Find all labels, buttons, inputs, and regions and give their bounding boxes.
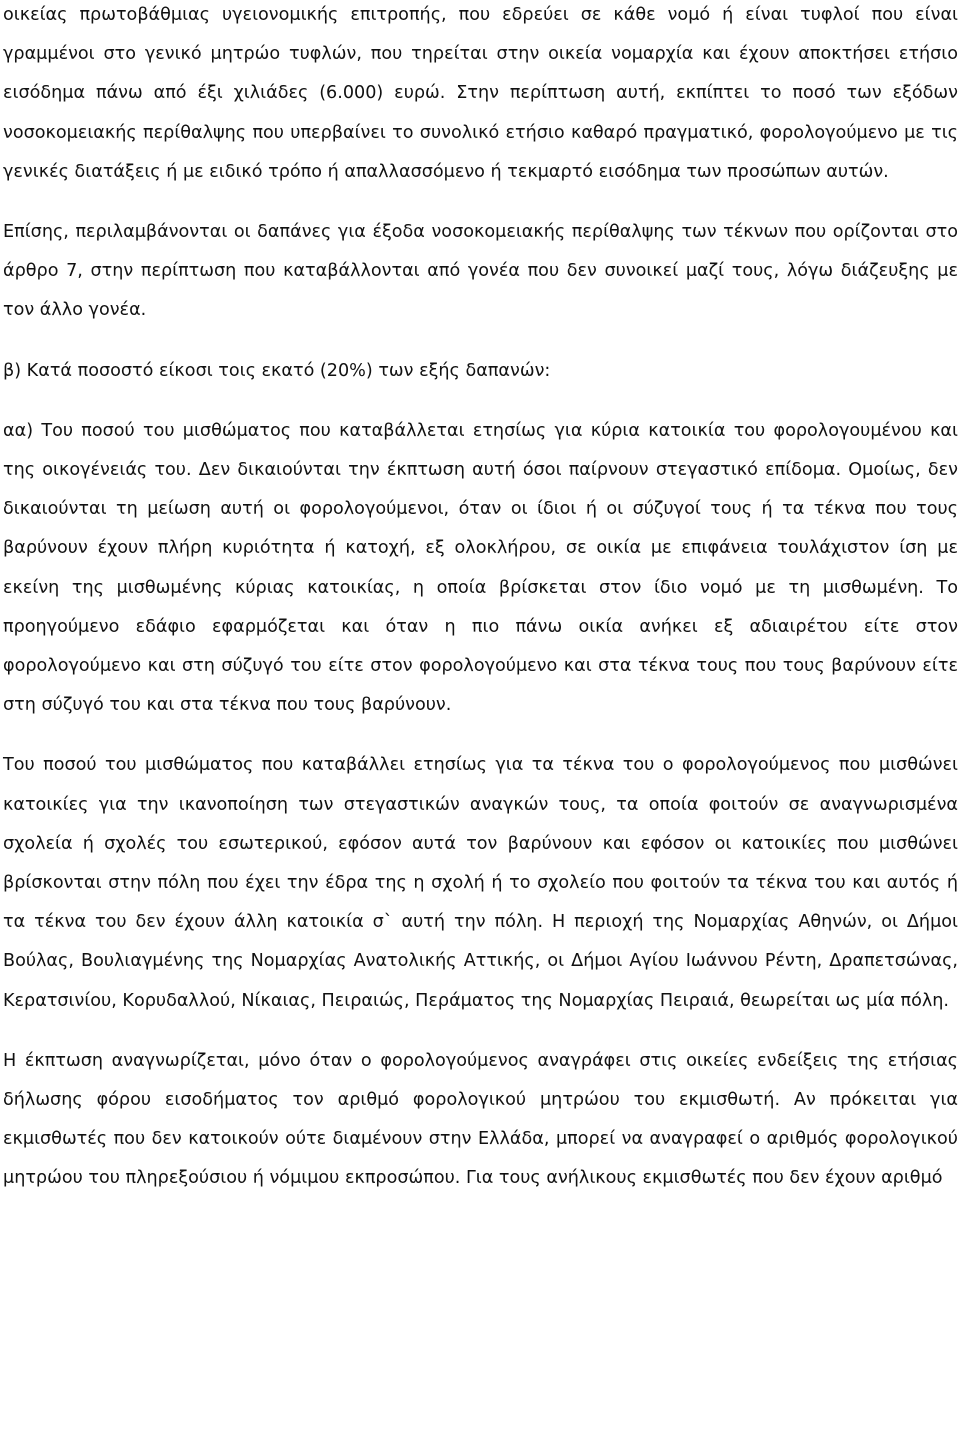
paragraph-blind-persons-hospital-expenses: οικείας πρωτοβάθμιας υγειονομικής επιτροπής, που εδρεύει σε κάθε νομό ή είναι τυφλοί που είναι γραμμένοι στο γενικό μητρώο τυφλών, που τηρείται στην οικεία νομαρχία και έχουν αποκτήσει ετήσιο εισόδημα πάνω από έξι χιλιάδες (6.000) ευρώ. Στην περίπτωση αυτή, εκπίπτει το ποσό των εξόδων νοσοκομειακής περίθαλψης που υπερβαίνει το συνολικό ετήσιο καθαρό πραγματικό, φορολογούμενο με τις γενικές διατάξεις ή με ειδικό τρόπο ή απαλλασσόμενο ή τεκμαρτό εισόδημα των προσώπων αυτών. [3,5,958,182]
paragraph-children-hospital-expenses: Επίσης, περιλαμβάνονται οι δαπάνες για έξοδα νοσοκομειακής περίθαλψης των τέκνων που ορίζονται στο άρθρο 7, στην περίπτωση που καταβάλλονται από γονέα που δεν συνοικεί μαζί τους, λόγω διάζευξης με τον άλλο γονέα. [3,222,958,321]
paragraph-deduction-recognition: Η έκπτωση αναγνωρίζεται, μόνο όταν ο φορολογούμενος αναγράφει στις οικείες ενδείξεις της ετήσιας δήλωσης φόρου εισοδήματος τον αριθμό φορολογικού μητρώου του εκμισθωτή. Αν πρόκειται για εκμισθωτές που δεν κατοικούν ούτε διαμένουν στην Ελλάδα, μπορεί να αναγραφεί ο αριθμός φορολογικού μητρώου του πληρεξούσιου ή νόμιμου εκπροσώπου. Για τους ανήλικους εκμισθωτές που δεν έχουν αριθμό [3,1050,958,1189]
paragraph-rent-main-residence: αα) Του ποσού του μισθώματος που καταβάλλεται ετησίως για κύρια κατοικία του φορολογουμένου και της οικογένειάς του. Δεν δικαιούνται την έκπτωση αυτή όσοι παίρνουν στεγαστικό επίδομα. Ομοίως, δεν δικαιούνται τη μείωση αυτή οι φορολογούμενοι, όταν οι ίδιοι ή οι σύζυγοί τους ή τα τέκνα που τους βαρύνουν έχουν πλήρη κυριότητα ή κατοχή, εξ ολοκλήρου, σε οικία με επιφάνεια τουλάχιστον ίση με εκείνη της μισθωμένης κύριας κατοικίας, η οποία βρίσκεται στον ίδιο νομό με τη μισθωμένη. Το προηγούμενο εδάφιο εφαρμόζεται και όταν η πιο πάνω οικία ανήκει εξ αδιαιρέτου είτε στον φορολογούμενο και στη σύζυγό του είτε στον φορολογούμενο και στα τέκνα τους που τους βαρύνουν είτε στη σύζυγό του και στα τέκνα που τους βαρύνουν. [3,420,958,716]
paragraph-section-b-heading: β) Κατά ποσοστό είκοσι τοις εκατό (20%) των εξής δαπανών: [3,360,551,381]
paragraph-rent-children-studies: Του ποσού του μισθώματος που καταβάλλει ετησίως για τα τέκνα του ο φορολογούμενος που μισθώνει κατοικίες για την ικανοποίηση των στεγαστικών αναγκών τους, τα οποία φοιτούν σε αναγνωρισμένα σχολεία ή σχολές του εσωτερικού, εφόσον αυτά τον βαρύνουν και εφόσον οι κατοικίες που μισθώνει βρίσκονται στην πόλη που έχει την έδρα της η σχολή ή το σχολείο που φοιτούν τα τέκνα του και αυτός ή τα τέκνα του δεν έχουν άλλη κατοικία σ` αυτή την πόλη. Η περιοχή της Νομαρχίας Αθηνών, οι Δήμοι Βούλας, Βουλιαγμένης της Νομαρχίας Ανατολικής Αττικής, οι Δήμοι Αγίου Ιωάννου Ρέντη, Δραπετσώνας, Κερατσινίου, Κορυδαλλού, Νίκαιας, Πειραιώς, Περάματος της Νομαρχίας Πειραιά, θεωρείται ως μία πόλη. [3,755,958,1011]
